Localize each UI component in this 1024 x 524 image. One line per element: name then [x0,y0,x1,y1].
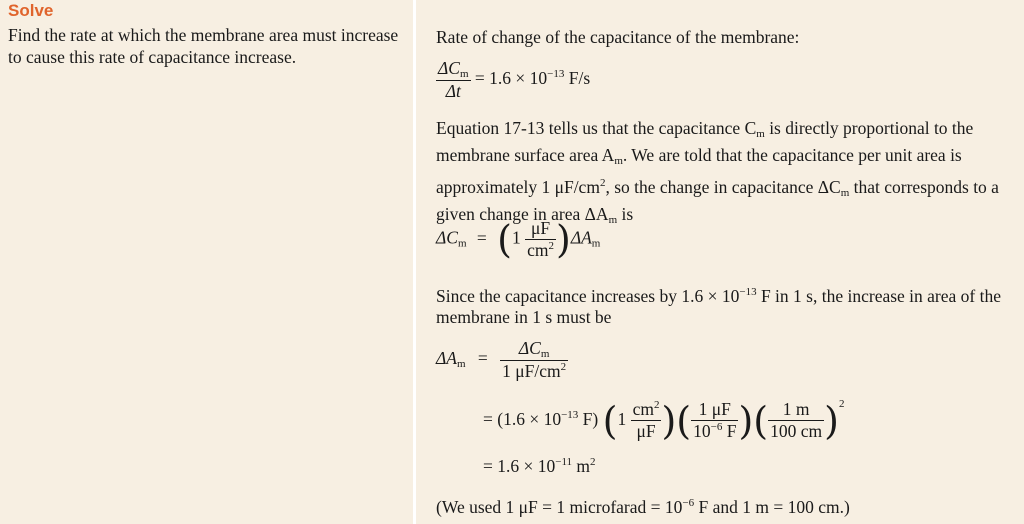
paragraph-increase: Since the capacitance increases by $1.6 \times 10^{-13}$ F in 1 s, the increase in area of the membrane in 1 s must be [436,286,1002,328]
rate-fraction: $\frac{\Delta C_m}{\Delta t}$ [438,58,469,101]
solution-column [416,0,1024,524]
rate-value: = $1.6 \times 10^{-13}$ F/s [474,68,591,89]
equation-area-change: $\Delta A_m$ = $\frac{\Delta C_m}{1 \mu F/cm^2}$ [436,338,567,381]
problem-column [0,0,413,524]
intro-text: Rate of change of the capacitance of the membrane: [436,27,800,47]
problem-prompt: Find the rate at which the membrane area must increase to cause this rate of capacitance increase. [8,25,399,67]
paragraph-proportional: Equation 17-13 tells us that the capacitance $C_m$ is directly proportional to the membrane surface area $A_m$. We are told that the capacitance per unit area is approximately 1 $\mu F/cm^2$, so the change in capacitance $\Delta C_m$ that corresponds to a given change in area $\Delta A_m$ is [436,118,999,226]
equation-area-relation: $\Delta C_m = (1$ $\frac{\mu F}{cm^2}$ )$\Delta A_m$ [436,217,601,262]
solve-heading: Solve [8,1,54,20]
equation-result: = $1.6 \times 10^{-11}$ $m^2$ [483,456,596,476]
equation-rate [436,58,590,102]
equation-substitution: = ($1.6 \times 10^{-13}$ F) (1 $\frac{cm^2}{\mu F}$ )( $\frac{1 \mu F}{10^{-6} F}$ )( $\frac{1 m}{100 cm}$ )$^2$ [483,398,845,443]
units-note: (We used 1 μF = 1 microfarad = $10^{-6}$ F and 1 m = 100 cm.) [436,497,850,517]
